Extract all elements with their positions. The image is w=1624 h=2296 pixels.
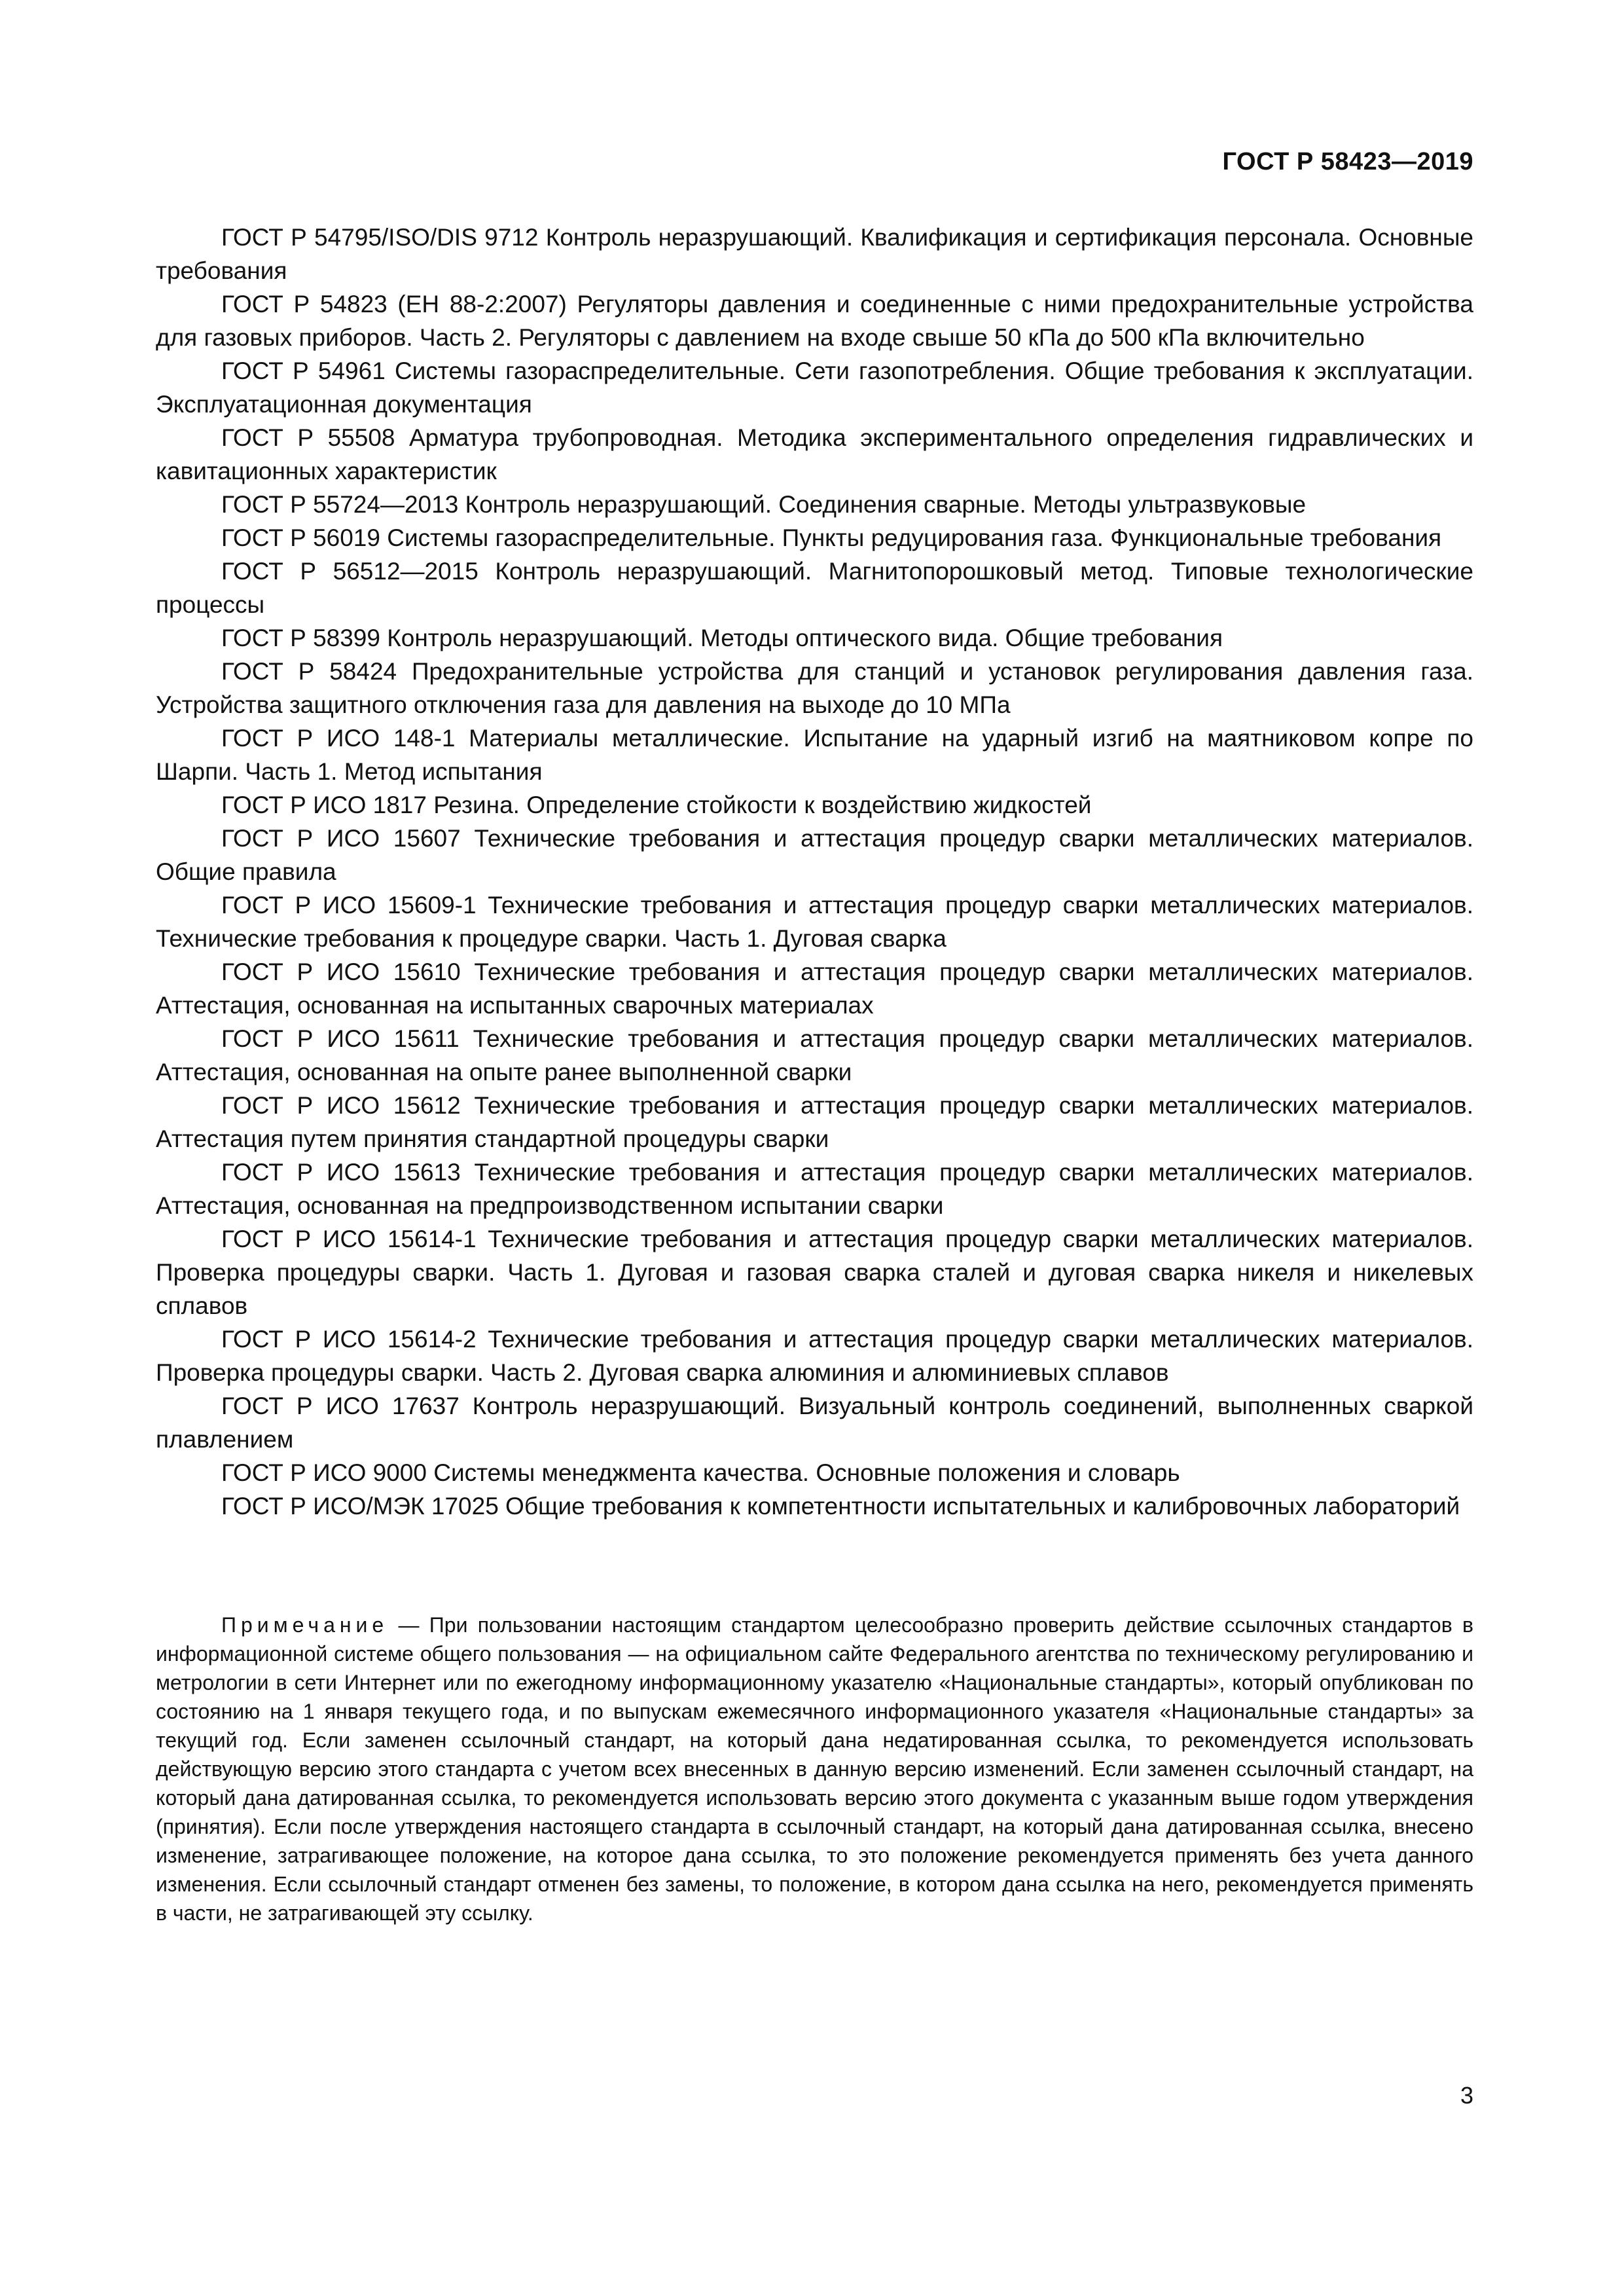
reference-item: ГОСТ Р 55508 Арматура трубопроводная. Методика экспериментального определения гидравлических и кавитационных характеристик (156, 424, 1473, 484)
reference-item: ГОСТ Р ИСО 9000 Системы менеджмента качества. Основные положения и словарь (221, 1459, 1180, 1486)
reference-item: ГОСТ Р 54823 (ЕН 88-2:2007) Регуляторы давления и соединенные с ними предохранительные устройства для газовых приборов. Часть 2. Регуляторы с давлением на входе свыше 50 кПа до 500 кПа включительно (156, 291, 1473, 351)
reference-item: ГОСТ Р ИСО 15607 Технические требования и аттестация процедур сварки металлических материалов. Общие правила (156, 825, 1473, 885)
reference-item: ГОСТ Р 56512—2015 Контроль неразрушающий. Магнитопорошковый метод. Типовые технологические процессы (156, 558, 1473, 618)
reference-item: ГОСТ Р ИСО 15614-1 Технические требования и аттестация процедур сварки металлических материалов. Проверка процедуры сварки. Часть 1. Дуговая и газовая сварка сталей и дуговая сварка никеля и никелевых сплавов (156, 1226, 1473, 1319)
reference-item: ГОСТ Р ИСО 17637 Контроль неразрушающий. Визуальный контроль соединений, выполненных сваркой плавлением (156, 1393, 1473, 1453)
reference-item: ГОСТ Р ИСО 15610 Технические требования и аттестация процедур сварки металлических материалов. Аттестация, основанная на испытанных сварочных материалах (156, 958, 1473, 1019)
reference-item: ГОСТ Р 54961 Системы газораспределительные. Сети газопотребления. Общие требования к эксплуатации. Эксплуатационная документация (156, 357, 1473, 418)
reference-item: ГОСТ Р 54795/ISO/DIS 9712 Контроль неразрушающий. Квалификация и сертификация персонала. Основные требования (156, 224, 1473, 284)
reference-item: ГОСТ Р 58424 Предохранительные устройства для станций и установок регулирования давления газа. Устройства защитного отключения газа для давления на выходе до 10 МПа (156, 658, 1473, 718)
document-code: ГОСТ Р 58423—2019 (1222, 148, 1473, 175)
note-paragraph (156, 1611, 1473, 1927)
reference-list (156, 221, 1473, 1523)
reference-item: ГОСТ Р ИСО 148-1 Материалы металлические. Испытание на ударный изгиб на маятниковом копре по Шарпи. Часть 1. Метод испытания (156, 725, 1473, 785)
reference-item: ГОСТ Р 56019 Системы газораспределительные. Пункты редуцирования газа. Функциональные требования (221, 524, 1442, 551)
reference-item: ГОСТ Р 55724—2013 Контроль неразрушающий. Соединения сварные. Методы ультразвуковые (221, 491, 1307, 518)
reference-item: ГОСТ Р ИСО/МЭК 17025 Общие требования к компетентности испытательных и калибровочных лабораторий (221, 1493, 1460, 1520)
reference-item: ГОСТ Р 58399 Контроль неразрушающий. Методы оптического вида. Общие требования (221, 625, 1223, 651)
reference-item: ГОСТ Р ИСО 1817 Резина. Определение стойкости к воздействию жидкостей (221, 792, 1092, 818)
page-number: 3 (1460, 2082, 1473, 2109)
reference-item: ГОСТ Р ИСО 15612 Технические требования и аттестация процедур сварки металлических материалов. Аттестация путем принятия стандартной процедуры сварки (156, 1092, 1473, 1152)
reference-item: ГОСТ Р ИСО 15614-2 Технические требования и аттестация процедур сварки металлических материалов. Проверка процедуры сварки. Часть 2. Дуговая сварка алюминия и алюминиевых сплавов (156, 1326, 1473, 1386)
reference-item: ГОСТ Р ИСО 15613 Технические требования и аттестация процедур сварки металлических материалов. Аттестация, основанная на предпроизводственном испытании сварки (156, 1159, 1473, 1219)
note-text: — При пользовании настоящим стандартом целесообразно проверить действие ссылочных стандартов в информационной системе общего пользования — на официальном сайте Федерального агентства по техническому регулированию и метрологии в сети Интернет или по ежегодному информационному указателю «Национальные стандарты», который опубликован по состоянию на 1 января текущего года, и по выпускам ежемесячного информационного указателя «Национальные стандарты» за текущий год. Если заменен ссылочный стандарт, на который дана недатированная ссылка, то рекомендуется использовать действующую версию этого стандарта с учетом всех внесенных в данную версию изменений. Если заменен ссылочный стандарт, на который дана датированная ссылка, то рекомендуется использовать версию этого документа с указанным выше годом утверждения (принятия). Если после утверждения настоящего стандарта в ссылочный стандарт, на который дана датированная ссылка, внесено изменение, затрагивающее положение, на которое дана ссылка, то это положение рекомендуется применять без учета данного изменения. Если ссылочный стандарт отменен без замены, то положение, в котором дана ссылка на него, рекомендуется применять в части, не затрагивающей эту ссылку. (156, 1613, 1474, 1925)
note-label: Примечание (221, 1613, 389, 1637)
reference-item: ГОСТ Р ИСО 15611 Технические требования и аттестация процедур сварки металлических материалов. Аттестация, основанная на опыте ранее выполненной сварки (156, 1025, 1473, 1085)
reference-item: ГОСТ Р ИСО 15609-1 Технические требования и аттестация процедур сварки металлических материалов. Технические требования к процедуре сварки. Часть 1. Дуговая сварка (156, 892, 1473, 952)
